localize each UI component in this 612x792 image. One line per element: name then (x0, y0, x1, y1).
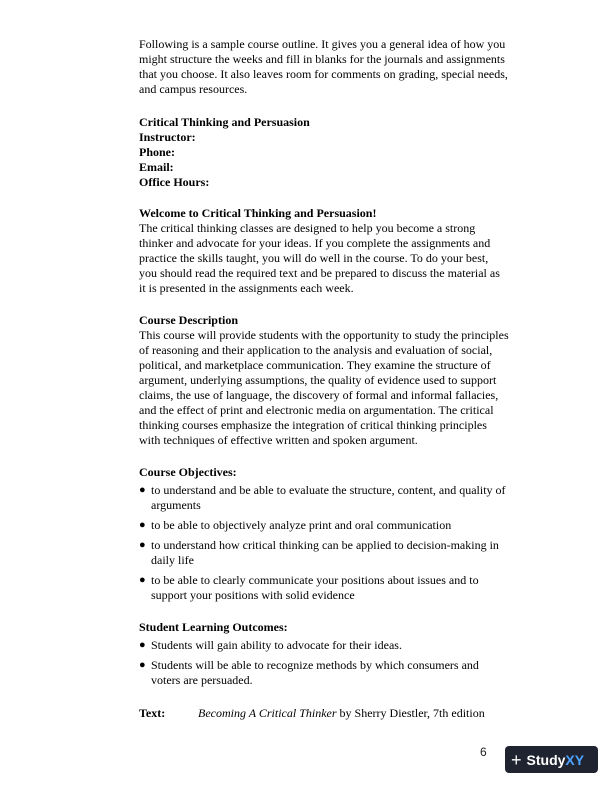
book-author-edition: by Sherry Diestler, 7th edition (336, 706, 485, 720)
outcome-text: Students will be able to recognize methods by which consumers and voters are persuaded. (151, 658, 479, 687)
objective-text: to be able to objectively analyze print and oral communication (151, 518, 452, 532)
page-content (139, 37, 509, 721)
phone-label: Phone: (139, 145, 175, 159)
instructor-label: Instructor: (139, 130, 196, 144)
objective-text: to understand how critical thinking can be applied to decision-making in daily life (151, 538, 499, 567)
outcome-text: Students will gain ability to advocate for their ideas. (151, 638, 402, 652)
book-title: Becoming A Critical Thinker (198, 706, 337, 720)
objective-text: to understand and be able to evaluate the structure, content, and quality of arguments (151, 483, 506, 512)
welcome-title: Welcome to Critical Thinking and Persuasion! (139, 206, 377, 220)
description-section (139, 313, 509, 448)
objectives-list (139, 483, 509, 603)
list-item (139, 518, 509, 533)
studyxy-logo[interactable] (505, 746, 598, 773)
bullet-icon: ● (139, 484, 146, 496)
bullet-icon: ● (139, 539, 146, 551)
list-item (139, 658, 509, 688)
course-title: Critical Thinking and Persuasion (139, 115, 310, 129)
intro-paragraph: Following is a sample course outline. It gives you a general idea of how you might structure the weeks and fill in blanks for the journals and assignments that you choose. It also leaves room for comments on grading, special needs, and campus resources. (139, 37, 508, 96)
text-label: Text: (139, 706, 166, 720)
bullet-icon: ● (139, 639, 146, 651)
email-label: Email: (139, 160, 174, 174)
outcomes-list (139, 638, 509, 688)
description-title: Course Description (139, 313, 238, 327)
list-item (139, 538, 509, 568)
welcome-body: The critical thinking classes are designed to help you become a strong thinker and advocate for your ideas. If you complete the assignments and practice the skills taught, you will do well in the course. To do your best, you should read the required text and be prepared to discuss the material as it is presented in the assignments each week. (139, 221, 500, 295)
spacer (139, 190, 509, 206)
bullet-icon: ● (139, 659, 146, 671)
outcomes-section (139, 620, 509, 688)
list-item (139, 638, 509, 653)
bullet-icon: ● (139, 574, 146, 586)
bullet-icon: ● (139, 519, 146, 531)
welcome-section (139, 206, 509, 296)
description-body: This course will provide students with the opportunity to study the principles of reasoning and their application to the analysis and evaluation of social, political, and marketplace communication. They examine the structure of argument, underlying assumptions, the quality of evidence used to support claims, the use of language, the discovery of formal and informal fallacies, and the effect of print and electronic media on argumentation. The critical thinking courses emphasize the integration of critical thinking principles with techniques of effective written and spoken argument. (139, 328, 509, 447)
outcomes-title: Student Learning Outcomes: (139, 620, 288, 634)
list-item (139, 573, 509, 603)
office-hours-label: Office Hours: (139, 175, 210, 189)
required-text-row (139, 706, 509, 721)
logo-text-xy: XY (565, 751, 585, 768)
objectives-title: Course Objectives: (139, 465, 237, 479)
objective-text: to be able to clearly communicate your positions about issues and to support your positions with solid evidence (151, 573, 479, 602)
plus-icon: + (511, 749, 522, 770)
page-number: 6 (480, 745, 487, 759)
text-citation (198, 706, 485, 721)
list-item (139, 483, 509, 513)
objectives-section (139, 465, 509, 603)
logo-text-study: Study (526, 751, 566, 768)
